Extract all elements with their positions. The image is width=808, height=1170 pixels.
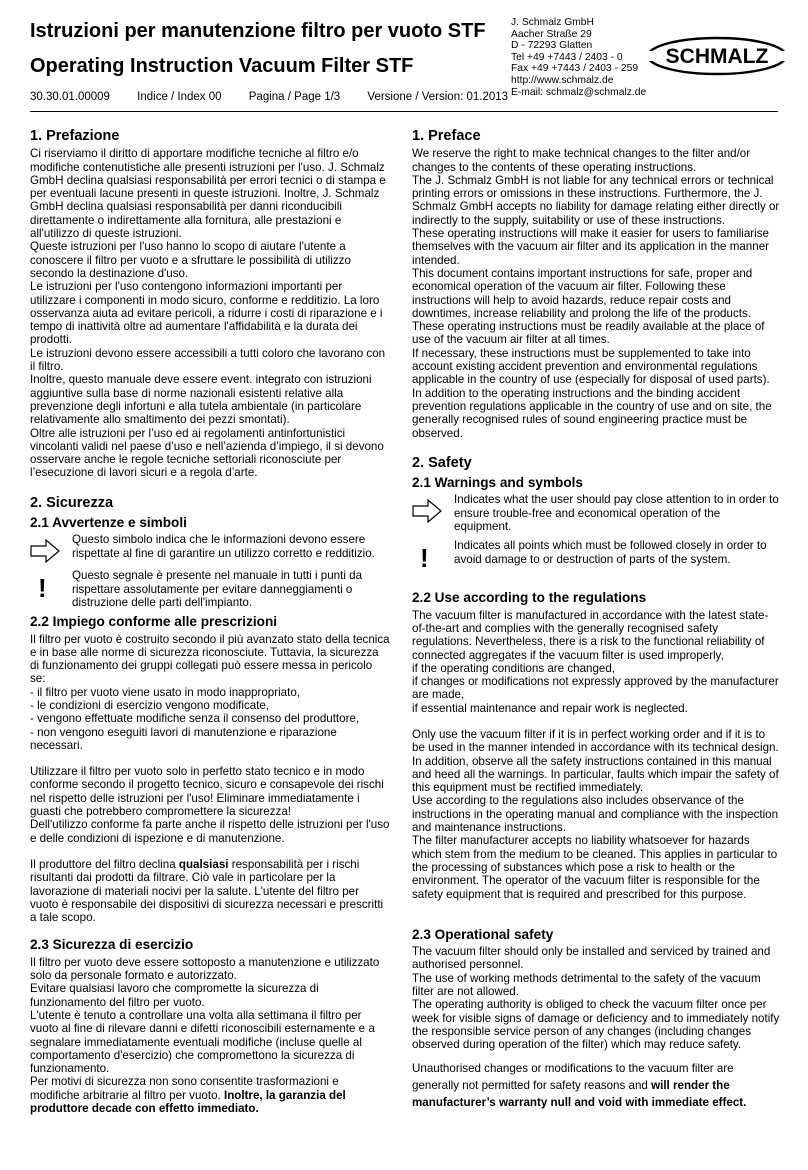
- paragraph: Evitare qualsiasi lavoro che compromette la sicurezza di funzionamento del filtro per vuoto.: [30, 982, 319, 1009]
- address-web[interactable]: http://www.schmalz.de: [511, 74, 614, 86]
- list-item: - non vengono eseguiti lavori di manutenzione e riparazione necessari.: [30, 725, 337, 752]
- symbol-description: Indicates all points which must be followed closely in order to avoid damage to or destruction of parts of the system.: [454, 539, 767, 566]
- section-title: 2. Safety: [412, 454, 472, 471]
- paragraph: The J. Schmalz GmbH is not liable for any technical errors or technical printing errors or omissions in these instructions. Furthermore, the J. Schmalz GmbH accepts no liability for damage relating either directly or indirectly to the supply, suitability or use of these instructions.: [412, 173, 780, 227]
- paragraph: Le istruzioni per l'uso contengono informazioni importanti per utilizzare i componenti in modo sicuro, conforme e redditizio. La loro osservanza aiuta ad evitare pericoli, a ridurre i costi di riparazione e i tempo di inattività oltre ad aumentare l'affidabilità e la durata dei prodotti.: [30, 280, 383, 347]
- section-title: 1. Preface: [412, 128, 481, 144]
- arrow-right-icon: [412, 499, 442, 523]
- symbol-row: [412, 493, 780, 533]
- symbol-row: [30, 569, 390, 609]
- subsection-title: 2.2 Impiego conforme alle prescrizioni: [30, 614, 278, 630]
- address-email[interactable]: E-mail: schmalz@schmalz.de: [511, 86, 647, 98]
- list-item: - il filtro per vuoto viene usato in modo inappropriato,: [30, 685, 301, 699]
- list-item: if changes or modifications not expressly approved by the manufacturer are made,: [412, 675, 779, 702]
- list-item: - vengono effettuate modifiche senza il consenso del produttore,: [30, 712, 360, 726]
- exclamation-icon: !: [38, 573, 47, 604]
- paragraph: Oltre alle istruzioni per l’uso ed ai regolamenti antinfortunistici vincolanti validi nel paese d’uso e nell’azienda d’impiego, il si devono osservare anche le regole tecniche settoriali riconosciute per l’esecuzione di lavori sicuri e a regola d’arte.: [30, 426, 384, 480]
- italian-column: [30, 126, 390, 1115]
- exclamation-icon: !: [420, 543, 429, 574]
- list-item: - le condizioni di esercizio vengono modificate,: [30, 698, 270, 712]
- section-title: 2. Sicurezza: [30, 494, 114, 511]
- paragraph: Inoltre, questo manuale deve essere event. integrato con istruzioni aggiuntive sulla base di norme nazionali esistenti relative alla prevenzione degli infortuni e alla tutela ambientale (in particolare relativamente allo smaltimento dei pezzi smontati).: [30, 373, 372, 427]
- title-italian: Istruzioni per manutenzione filtro per vuoto STF: [30, 20, 486, 42]
- address-company: J. Schmalz GmbH: [511, 17, 594, 28]
- subsection-title: 2.1 Warnings and symbols: [412, 475, 583, 491]
- address-city: D - 72293 Glatten: [511, 40, 593, 52]
- address-fax: Fax +49 +7443 / 2403 - 259: [511, 63, 639, 75]
- symbol-description: Indicates what the user should pay close attention to in order to ensure trouble-free and economical operation of the equipment.: [454, 493, 779, 534]
- paragraph: Il produttore del filtro declina qualsiasi responsabilità per i rischi risultanti dai prodotti da filtrare. Ciò vale in particolare per la lavorazione di materiali nocivi per la salute. L'utente del filtro per vuoto è responsabile dei dispositivi di sicurezza necessari e prescritti a tale scopo.: [30, 857, 384, 925]
- subsection-title: 2.1 Avvertenze e simboli: [30, 515, 187, 531]
- arrow-right-icon: [30, 539, 60, 563]
- paragraph: The vacuum filter should only be installed and serviced by trained and authorised personnel.: [412, 945, 771, 972]
- header-rule: [30, 111, 778, 112]
- document-header: [0, 0, 808, 112]
- paragraph: Per motivi di sicurezza non sono consentite trasformazioni e modifiche arbitrarie al filtro per vuoto. Inoltre, la garanzia del produttore decade con effetto immediato.: [30, 1075, 346, 1115]
- list-item: if essential maintenance and repair work is neglected.: [412, 701, 688, 715]
- list-item: if the operating conditions are changed,: [412, 661, 616, 675]
- paragraph: Il filtro per vuoto è costruito secondo il più avanzato stato della tecnica e in base alle norme di sicurezza riconosciute. Tuttavia, la sicurezza di funzionamento dei gruppi collegati può essere messa in pericolo se:: [30, 632, 390, 686]
- subsection-title: 2.2 Use according to the regulations: [412, 590, 647, 606]
- document-page: Pagina / Page 1/3: [248, 91, 341, 103]
- paragraph: The vacuum filter is manufactured in accordance with the latest state-of-the-art and complies with the generally recognised safety regulations. Nevertheless, there is a risk to the functional reliability of connected aggregates if the vacuum filter is used improperly,: [412, 608, 769, 662]
- paragraph: If necessary, these instructions must be supplemented to take into account existing accident prevention and environmental regulations applicable in the country of use (especially for disposal of used parts).: [412, 346, 770, 387]
- section-title: 1. Prefazione: [30, 128, 120, 144]
- symbol-row: [412, 539, 780, 574]
- symbol-description: Questo simbolo indica che le informazioni devono essere rispettate al fine di garantire un utilizzo corretto e redditizio.: [72, 533, 375, 560]
- paragraph: The operating authority is obliged to check the vacuum filter once per week for visible signs of damage or deficiency and to immediately notify the responsible service person of any changes (including changes observed during operation of the filter) which may reduce safety.: [412, 998, 780, 1052]
- address-tel: Tel +49 +7443 / 2403 - 0: [511, 51, 623, 63]
- english-column: [412, 126, 780, 1111]
- paragraph: The use of working methods detrimental to the safety of the vacuum filter are not allowed.: [412, 971, 761, 999]
- symbol-row: [30, 533, 390, 563]
- company-address: [511, 17, 646, 98]
- paragraph: In addition to the operating instructions and the binding accident prevention regulations applicable in the country of use and on site, the generally recognised rules of sound engineering practice must be observed.: [412, 386, 772, 440]
- paragraph: Utilizzare il filtro per vuoto solo in perfetto stato tecnico e in modo conforme secondo il progetto tecnico, sicuro e consapevole dei rischi nel rispetto delle istruzioni per l'uso! Eliminare immediatamente i guasti che potrebbero compromettere la sicurezza!: [30, 765, 384, 819]
- document-info-line: [30, 91, 532, 103]
- paragraph: Dell'utilizzo conforme fa parte anche il rispetto delle istruzioni per l'uso e delle condizioni di ispezione e di manutenzione.: [30, 818, 390, 845]
- paragraph: These operating instructions must be readily available at the place of use of the vacuum air filter at all times.: [412, 320, 765, 347]
- paragraph: Ci riserviamo il diritto di apportare modifiche tecniche al filtro e/o modifiche contenutistiche alle presenti istruzioni per l'uso. J. Schmalz GmbH declina qualsiasi responsabilità per errori tecnici o di stampa e per eventuali lacune presenti in queste istruzioni. Inoltre, J. Schmalz GmbH declina qualsiasi responsabilità per danni riconducibili direttamente o indirettamente alla fornitura, alle prestazioni e all'utilizzo di queste istruzioni.: [30, 147, 386, 241]
- document-version: Versione / Version: 01.2013: [367, 91, 509, 103]
- paragraph: This document contains important instructions for safe, proper and economical operation of the vacuum air filter. Following these instructions will help to avoid hazards, reduce repair costs and downtimes, increase reliability and prolong the life of the products.: [412, 266, 753, 320]
- paragraph: Unauthorised changes or modifications to the vacuum filter are generally not permitted for safety reasons and will render the manufacturer’s warranty null and void with immediate effect.: [412, 1061, 747, 1109]
- paragraph: Queste istruzioni per l'uso hanno lo scopo di aiutare l'utente a conoscere il filtro per vuoto e a sfruttare le possibilità di utilizzo secondo la destinazione d'uso.: [30, 240, 351, 280]
- paragraph: Use according to the regulations also includes observance of the instructions in the operating manual and compliance with the inspection and maintenance instructions.: [412, 794, 779, 835]
- paragraph: Le istruzioni devono essere accessibili a tutti coloro che lavorano con il filtro.: [30, 346, 386, 374]
- subsection-title: 2.3 Sicurezza di esercizio: [30, 937, 194, 953]
- paragraph: Only use the vacuum filter if it is in perfect working order and if it is to be used in the manner intended in accordance with its technical design. In addition, observe all the safety instructions contained in this manual and heed all the warnings. In particular, faults which impair the safety of this equipment must be rectified immediately.: [412, 727, 779, 795]
- address-street: Aacher Straße 29: [511, 28, 592, 40]
- paragraph: L'utente è tenuto a controllare una volta alla settimana il filtro per vuoto al fine di rilevare danni e difetti riconoscibili esternamente e a segnalare immediatamente eventuali modifiche (incluse quelle al comportamento d'esercizio) che compromettono la sicurezza di funzionamento.: [30, 1008, 375, 1076]
- paragraph: Il filtro per vuoto deve essere sottoposto a manutenzione e utilizzato solo da personale formato e autorizzato.: [30, 955, 380, 983]
- document-number: 30.30.01.00009: [30, 91, 110, 103]
- document-index: Indice / Index 00: [137, 91, 222, 103]
- symbol-description: Questo segnale è presente nel manuale in tutti i punti da rispettare assolutamente per evitare danneggiamenti o distruzione delle parti dell'impianto.: [72, 569, 363, 609]
- paragraph: The filter manufacturer accepts no liability whatsoever for hazards which stem from the medium to be cleaned. This applies in particular to the processing of substances which pose a risk to health or the environment. The operator of the vacuum filter is responsible for the safety equipment that is required and prescribed for this purpose.: [412, 834, 778, 901]
- paragraph: We reserve the right to make technical changes to the filter and/or changes to the contents of these operating instructions.: [412, 147, 751, 174]
- schmalz-logo: [646, 36, 788, 76]
- title-english: Operating Instruction Vacuum Filter STF: [30, 55, 414, 77]
- paragraph: These operating instructions will make it easier for users to familiarise themselves with the vacuum air filter and its application in the manner intended.: [412, 227, 770, 267]
- logo-text: SCHMALZ: [665, 45, 769, 68]
- subsection-title: 2.3 Operational safety: [412, 926, 554, 942]
